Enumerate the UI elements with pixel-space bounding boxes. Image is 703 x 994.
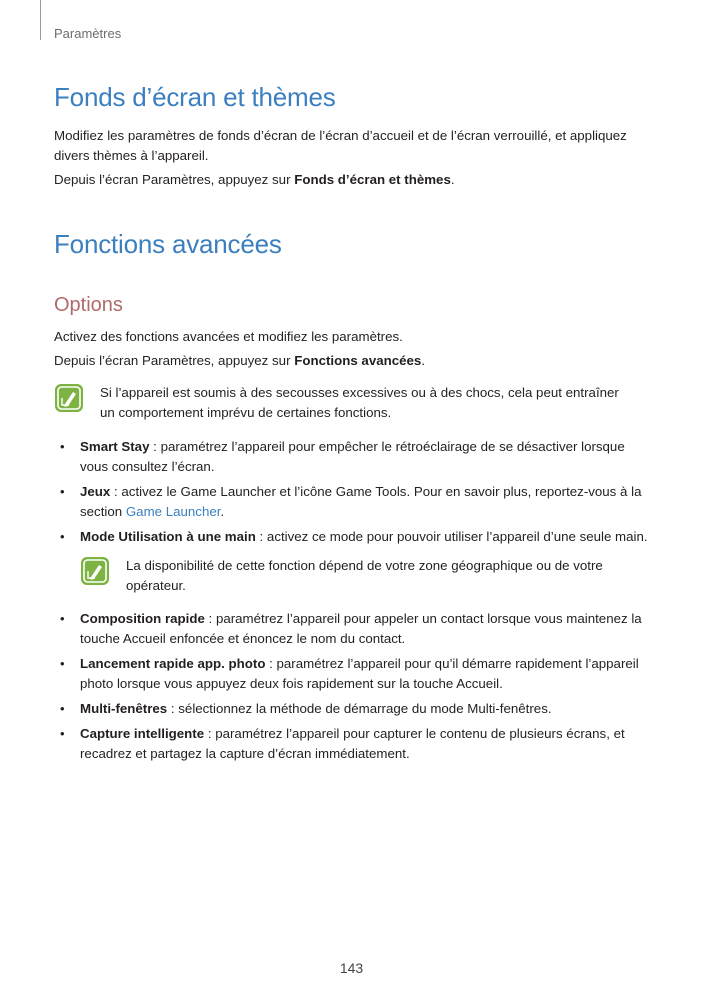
bullet-dot: • xyxy=(60,484,65,499)
bullet-dot: • xyxy=(60,726,65,741)
instruction-prefix: Depuis l’écran Paramètres, appuyez sur xyxy=(54,172,295,187)
list-item-multi-window xyxy=(54,699,654,719)
feature-text: : paramétrez l’appareil pour capturer le contenu de plusieurs écrans, et recadrez et partagez la capture d’écran immédiatement. xyxy=(80,726,625,761)
feature-text: : paramétrez l’appareil pour qu’il démarre rapidement l’appareil photo lorsque vous appuyez deux fois rapidement sur la touche Accueil. xyxy=(80,656,639,691)
list-item-smart-stay xyxy=(54,437,654,477)
feature-text: : activez le Game Launcher et l’icône Game Tools. Pour en savoir plus, reportez-vous à la section xyxy=(80,484,642,519)
page-number: 143 xyxy=(339,960,364,976)
wallpapers-description: Modifiez les paramètres de fonds d’écran de l’écran d’accueil et de l’écran verrouillé, et appliquez divers thèmes à l’appareil. xyxy=(54,128,627,163)
instruction-menu-path: Fonds d’écran et thèmes xyxy=(294,172,451,187)
feature-term: Mode Utilisation à une main xyxy=(80,529,256,544)
feature-term: Composition rapide xyxy=(80,611,205,626)
game-launcher-link[interactable]: Game Launcher xyxy=(125,504,221,519)
feature-term: Smart Stay xyxy=(80,439,150,454)
instruction-suffix: . xyxy=(421,353,426,368)
note-text: La disponibilité de cette fonction dépend de votre zone géographique ou de votre opérateur. xyxy=(126,558,603,593)
list-item-games xyxy=(54,482,654,522)
note-pencil-icon xyxy=(80,556,110,586)
feature-term: Multi-fenêtres xyxy=(80,701,168,716)
list-item-one-hand-mode xyxy=(54,527,654,547)
wallpapers-instruction xyxy=(54,170,649,190)
feature-term: Capture intelligente xyxy=(80,726,205,741)
feature-term: Lancement rapide app. photo xyxy=(80,656,266,671)
feature-term: Jeux xyxy=(80,484,111,499)
instruction-prefix: Depuis l’écran Paramètres, appuyez sur xyxy=(54,353,295,368)
feature-text: : sélectionnez la méthode de démarrage du mode Multi-fenêtres. xyxy=(167,701,552,716)
feature-list-b xyxy=(54,609,654,764)
side-rule xyxy=(40,0,41,40)
feature-text: : paramétrez l’appareil pour empêcher le rétroéclairage de se désactiver lorsque vous consultez l’écran. xyxy=(80,439,625,474)
advanced-description: Activez des fonctions avancées et modifiez les paramètres. xyxy=(54,329,403,344)
bullet-dot: • xyxy=(60,529,65,544)
section-title-wallpapers: Fonds d’écran et thèmes xyxy=(54,82,336,112)
list-item-quick-launch-camera xyxy=(54,654,654,694)
feature-text-tail: . xyxy=(220,504,225,519)
bullet-dot: • xyxy=(60,701,65,716)
instruction-menu-path: Fonctions avancées xyxy=(294,353,422,368)
feature-text: : activez ce mode pour pouvoir utiliser l’appareil d’une seule main. xyxy=(255,529,648,544)
note-regional-availability xyxy=(80,556,650,596)
section-title-advanced: Fonctions avancées xyxy=(54,229,282,259)
feature-text: : paramétrez l’appareil pour appeler un contact lorsque vous maintenez la touche Accueil enfoncée et énoncez le nom du contact. xyxy=(80,611,642,646)
running-header: Paramètres xyxy=(54,26,122,41)
list-item-quick-dial xyxy=(54,609,654,649)
note-shock-warning xyxy=(54,383,634,423)
instruction-suffix: . xyxy=(450,172,455,187)
advanced-instruction xyxy=(54,351,649,371)
note-pencil-icon xyxy=(54,383,84,413)
list-item-smart-capture xyxy=(54,724,654,764)
subsection-title-options: Options xyxy=(54,294,123,316)
bullet-dot: • xyxy=(60,656,65,671)
feature-list-a xyxy=(54,437,654,547)
bullet-dot: • xyxy=(60,611,65,626)
bullet-dot: • xyxy=(60,439,65,454)
note-text: Si l’appareil est soumis à des secousses excessives ou à des chocs, cela peut entraîner un comportement imprévu de certaines fonctions. xyxy=(100,385,619,420)
